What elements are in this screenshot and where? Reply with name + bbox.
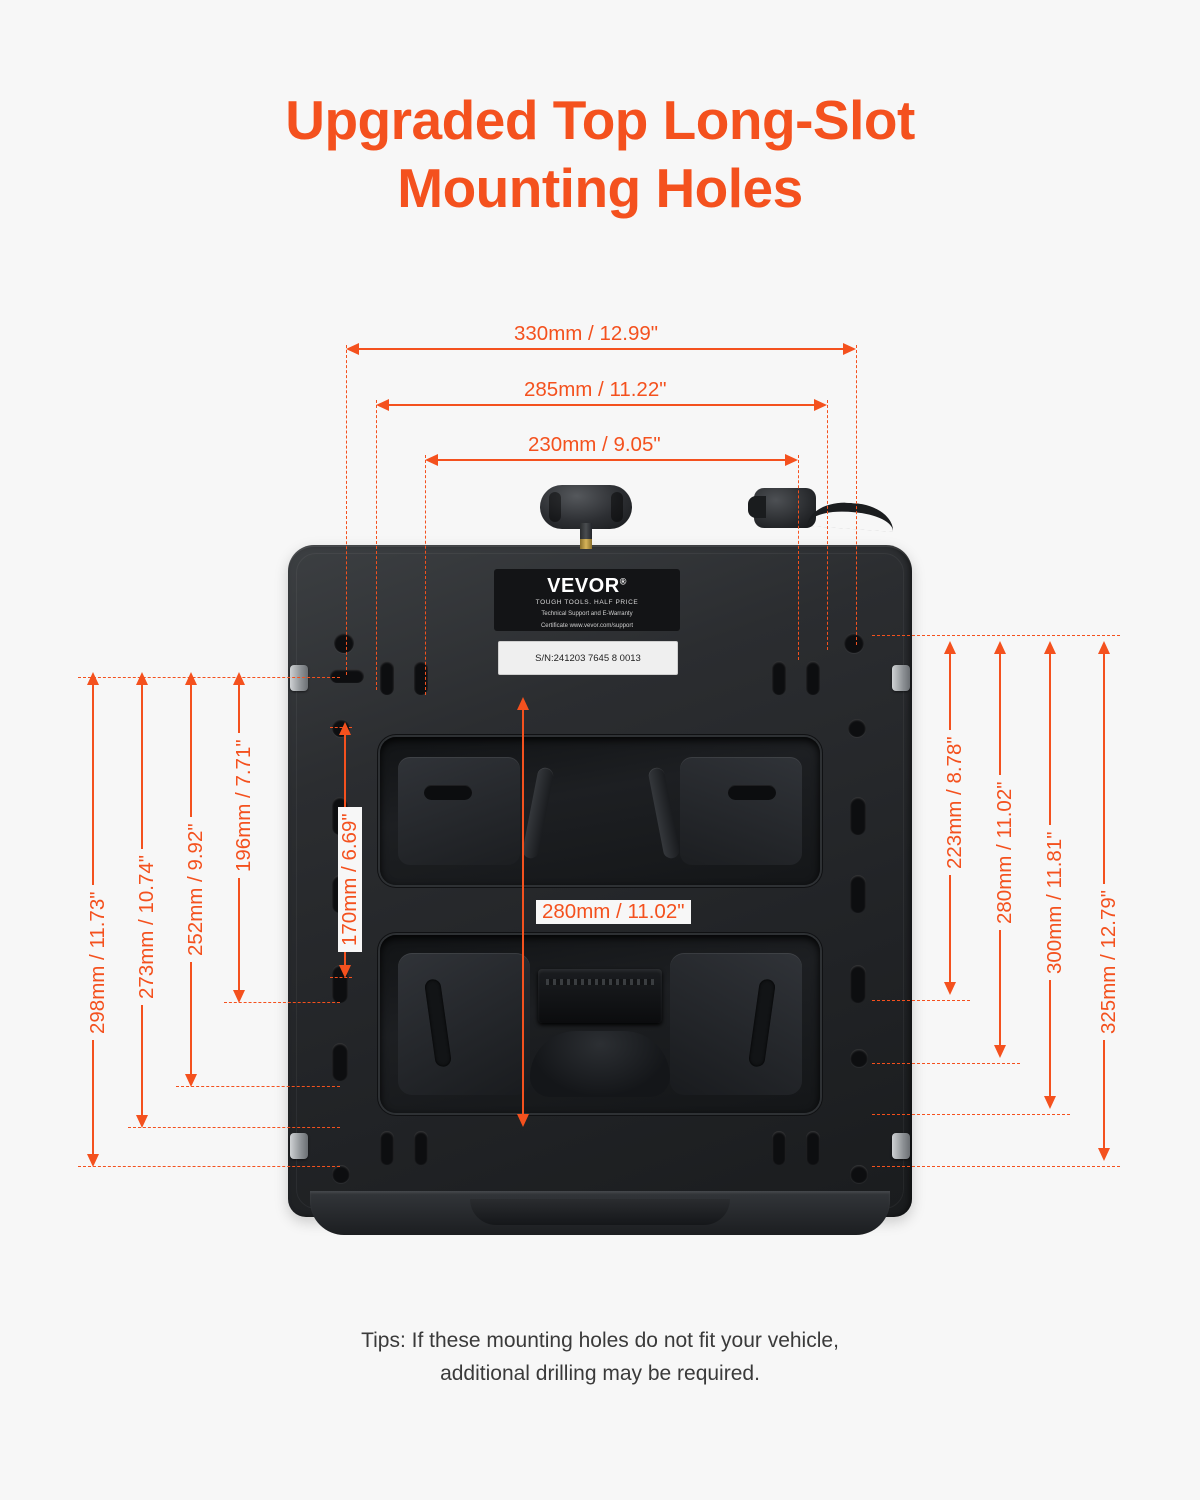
- arrow-298-bottom: [87, 1154, 99, 1167]
- ext-line-230-right: [798, 455, 799, 660]
- corner-clip-bottom-left: [290, 1133, 308, 1159]
- dim-label-298: 298mm / 11.73": [86, 886, 110, 1041]
- dim-label-285: 285mm / 11.22": [518, 378, 673, 402]
- dim-line-285: [382, 404, 822, 406]
- mounting-slot: [850, 965, 866, 1003]
- mounting-hole: [850, 1049, 868, 1067]
- knob-brass-tip: [580, 539, 592, 549]
- mounting-slot: [380, 661, 394, 695]
- arrow-285-left: [376, 399, 389, 411]
- ext-line-right-top: [872, 635, 1120, 636]
- arrow-280r-top: [994, 641, 1006, 654]
- arrow-325-bottom: [1098, 1148, 1110, 1161]
- upper-right-brace: [647, 766, 680, 859]
- mounting-hole: [332, 1165, 350, 1183]
- dim-label-280-center: 280mm / 11.02": [536, 900, 691, 924]
- page-title-line-1: Upgraded Top Long-Slot: [285, 89, 915, 151]
- arrow-223-top: [944, 641, 956, 654]
- ext-line-right-bottom-1: [872, 1166, 1120, 1167]
- mounting-hole: [848, 719, 866, 737]
- ext-line-left-bottom-2: [128, 1127, 340, 1128]
- dim-label-325: 325mm / 12.79": [1097, 884, 1121, 1040]
- dim-label-230: 230mm / 9.05": [522, 433, 667, 457]
- arrow-300-bottom: [1044, 1096, 1056, 1109]
- arrow-273-top: [136, 672, 148, 685]
- bottom-lip: [310, 1191, 890, 1235]
- product-illustration: [288, 545, 912, 1235]
- arrow-280c-bottom: [517, 1114, 529, 1127]
- mounting-slot: [806, 1131, 820, 1165]
- arrow-280r-bottom: [994, 1045, 1006, 1058]
- ext-line-right-bottom-2: [872, 1114, 1070, 1115]
- arrow-298-top: [87, 672, 99, 685]
- arrow-170-top: [339, 722, 351, 735]
- ext-line-285-right: [827, 400, 828, 650]
- arrow-273-bottom: [136, 1115, 148, 1128]
- ext-line-285-left: [376, 400, 377, 690]
- dim-line-230: [431, 459, 793, 461]
- mounting-hole: [844, 633, 864, 653]
- arrow-230-left: [425, 454, 438, 466]
- brand-support-line-1: Technical Support and E-Warranty: [541, 611, 633, 617]
- center-dome: [530, 1031, 670, 1097]
- dim-label-223: 223mm / 8.78": [943, 730, 967, 875]
- mounting-slot: [414, 1131, 428, 1165]
- arrow-196-top: [233, 672, 245, 685]
- tips-line-1: Tips: If these mounting holes do not fit your vehicle,: [361, 1329, 839, 1352]
- dim-label-330: 330mm / 12.99": [508, 322, 664, 346]
- brand-registered-mark: ®: [619, 576, 627, 587]
- arrow-252-bottom: [185, 1074, 197, 1087]
- brand-label: [494, 569, 680, 631]
- tips-line-2: additional drilling may be required.: [440, 1361, 760, 1385]
- mounting-slot: [380, 1131, 394, 1165]
- tips-text: [0, 1325, 1200, 1390]
- brand-text: VEVOR: [547, 575, 620, 597]
- arrow-300-top: [1044, 641, 1056, 654]
- upper-left-slot: [424, 785, 472, 800]
- arrow-223-bottom: [944, 982, 956, 995]
- locking-knob: [540, 485, 632, 541]
- brand-tagline: TOUGH TOOLS. HALF PRICE: [535, 599, 639, 606]
- arrow-280c-top: [517, 697, 529, 710]
- dim-label-196: 196mm / 7.71": [232, 733, 256, 878]
- ext-line-left-top: [78, 677, 340, 678]
- upper-right-ridge: [680, 757, 802, 865]
- mounting-hole: [850, 1165, 868, 1183]
- lower-left-ridge: [398, 953, 530, 1095]
- mounting-slot: [332, 1043, 348, 1081]
- page-title: [0, 86, 1200, 222]
- arrow-330-left: [346, 343, 359, 355]
- upper-right-slot: [728, 785, 776, 800]
- corner-clip-bottom-right: [892, 1133, 910, 1159]
- arrow-170-bottom: [339, 965, 351, 978]
- ext-line-left-bottom-3: [176, 1086, 340, 1087]
- arrow-325-top: [1098, 641, 1110, 654]
- ext-line-230-left: [425, 455, 426, 695]
- ext-line-right-bottom-3: [872, 1063, 1020, 1064]
- mounting-hole: [334, 633, 354, 653]
- brand-support-line-2: Certificate www.vevor.com/support: [540, 623, 634, 630]
- lower-recess: [380, 935, 820, 1113]
- mounting-slot: [850, 875, 866, 913]
- dim-line-280-center: [522, 708, 524, 1120]
- dim-line-330: [352, 348, 852, 350]
- corner-clip-top-left: [290, 665, 308, 691]
- dim-label-280-right: 280mm / 11.02": [993, 776, 1017, 931]
- dim-label-252: 252mm / 9.92": [184, 817, 208, 962]
- dim-label-300: 300mm / 11.81": [1043, 826, 1067, 981]
- dim-label-170: 170mm / 6.69": [338, 807, 362, 952]
- cable: [807, 500, 895, 532]
- serial-number-plate: S/N:241203 7645 8 0013: [498, 641, 678, 675]
- arrow-285-right: [814, 399, 827, 411]
- upper-left-brace: [521, 766, 554, 859]
- ext-line-right-bottom-4: [872, 1000, 970, 1001]
- mounting-slot: [806, 661, 820, 695]
- arrow-230-right: [785, 454, 798, 466]
- arrow-252-top: [185, 672, 197, 685]
- ext-line-330-left: [346, 345, 347, 675]
- brand-name: [494, 575, 680, 598]
- mounting-slot: [772, 661, 786, 695]
- upper-left-ridge: [398, 757, 520, 865]
- arrow-330-right: [843, 343, 856, 355]
- ext-line-left-bottom-1: [78, 1166, 340, 1167]
- mounting-slot: [850, 797, 866, 835]
- mounting-slot: [772, 1131, 786, 1165]
- center-connector: [538, 969, 662, 1023]
- page-title-line-2: Mounting Holes: [397, 157, 803, 220]
- ext-line-330-right: [856, 345, 857, 645]
- upper-recess: [380, 737, 820, 885]
- corner-clip-top-right: [892, 665, 910, 691]
- mounting-slot: [330, 669, 364, 683]
- dim-label-273: 273mm / 10.74": [135, 849, 159, 1005]
- lower-right-ridge: [670, 953, 802, 1095]
- arrow-196-bottom: [233, 990, 245, 1003]
